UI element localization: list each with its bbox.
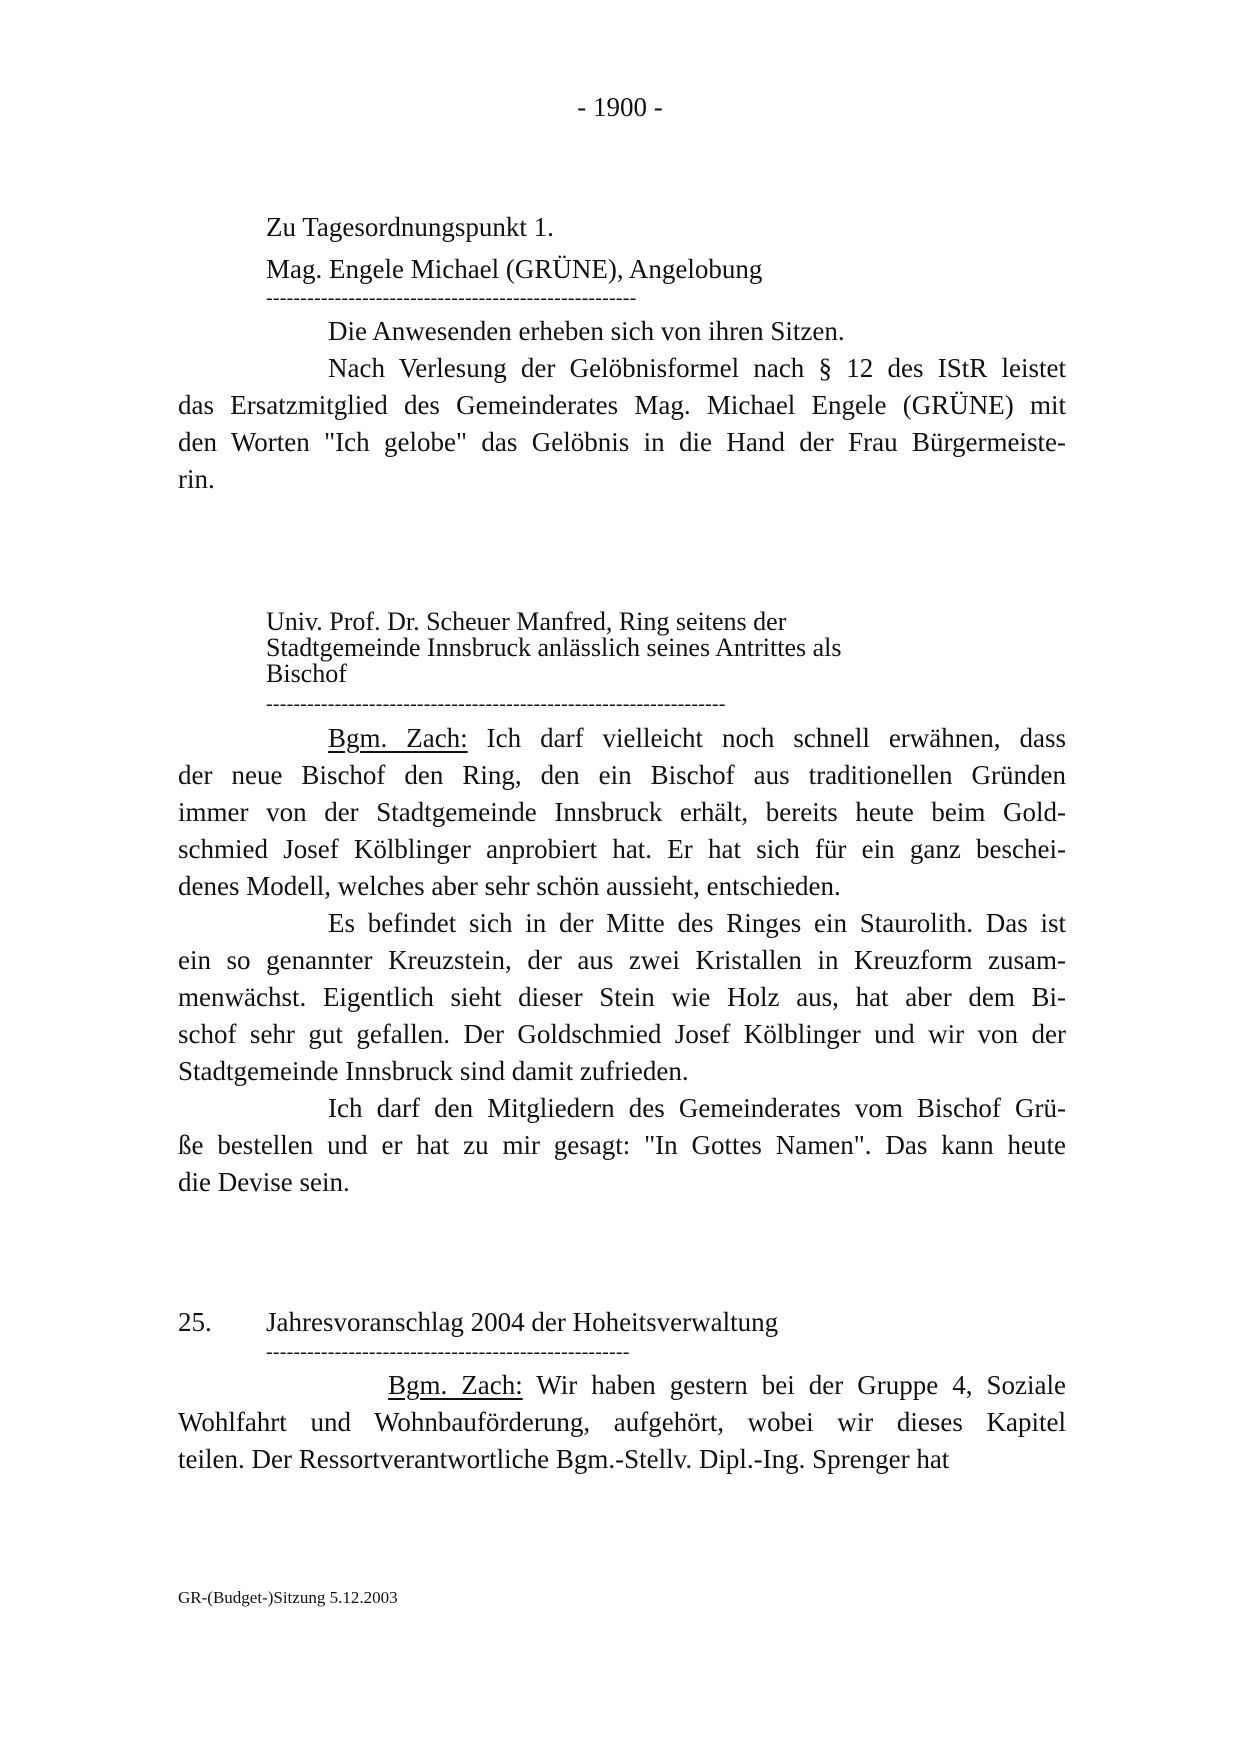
- paragraph-first-line: [178, 1367, 1066, 1404]
- paragraph-line-rest: Ich darf vielleicht noch schnell erwähnen, dass: [467, 723, 1066, 753]
- section2-title-line3: Bischof: [266, 659, 347, 688]
- paragraph-line: denes Modell, welches aber sehr schön aussieht, entschieden.: [178, 871, 841, 901]
- paragraph-line: schmied Josef Kölblinger anprobiert hat. Er hat sich für ein ganz beschei-: [178, 834, 1066, 864]
- paragraph-line: immer von der Stadtgemeinde Innsbruck erhält, bereits heute beim Gold-: [178, 797, 1066, 827]
- paragraph-line-rest: Wir haben gestern bei der Gruppe 4, Soziale: [522, 1370, 1066, 1400]
- paragraph-line: der neue Bischof den Ring, den ein Bischof aus traditionellen Gründen: [178, 760, 1066, 790]
- page-footer: GR-(Budget-)Sitzung 5.12.2003: [178, 1588, 398, 1607]
- section2-paragraph-3: [178, 1090, 1066, 1201]
- paragraph-line: Die Anwesenden erheben sich von ihren Sitzen.: [328, 316, 845, 346]
- paragraph-line: Wohlfahrt und Wohnbauförderung, aufgehört, wobei wir dieses Kapitel: [178, 1407, 1066, 1437]
- section1-paragraph-1: [178, 313, 1066, 350]
- section2-title-line1: Univ. Prof. Dr. Scheuer Manfred, Ring seitens der: [266, 607, 787, 636]
- speaker-label: Bgm. Zach:: [328, 723, 468, 753]
- section2-paragraph-1: [178, 720, 1066, 905]
- section3-paragraph: [178, 1367, 1066, 1478]
- paragraph-line: ße bestellen und er hat zu mir gesagt: "In Gottes Namen". Das kann heute: [178, 1130, 1066, 1160]
- paragraph-line: Ich darf den Mitgliedern des Gemeinderates vom Bischof Grü-: [328, 1093, 1066, 1123]
- paragraph-line: rin.: [178, 464, 215, 494]
- paragraph-line: die Devise sein.: [178, 1167, 350, 1197]
- paragraph-line: Stadtgemeinde Innsbruck sind damit zufrieden.: [178, 1056, 689, 1086]
- section1-paragraph-2: [178, 350, 1066, 498]
- section2-paragraph-2: [178, 905, 1066, 1090]
- speaker-label: Bgm. Zach:: [388, 1370, 523, 1400]
- paragraph-first-line: [178, 720, 1066, 757]
- paragraph-line: Nach Verlesung der Gelöbnisformel nach § 12 des IStR leistet: [328, 353, 1066, 383]
- paragraph-line: schof sehr gut gefallen. Der Goldschmied Josef Kölblinger und wir von der: [178, 1019, 1066, 1049]
- agenda-item-number: 25.: [178, 1307, 212, 1337]
- paragraph-line: den Worten "Ich gelobe" das Gelöbnis in die Hand der Frau Bürgermeiste-: [178, 427, 1066, 457]
- section1-title-line2: Mag. Engele Michael (GRÜNE), Angelobung: [266, 254, 763, 284]
- section3-title: Jahresvoranschlag 2004 der Hoheitsverwaltung: [266, 1307, 779, 1337]
- paragraph-line: Es befindet sich in der Mitte des Ringes ein Staurolith. Das ist: [328, 908, 1066, 938]
- paragraph-line: das Ersatzmitglied des Gemeinderates Mag. Michael Engele (GRÜNE) mit: [178, 390, 1066, 420]
- paragraph-line: ein so genannter Kreuzstein, der aus zwei Kristallen in Kreuzform zusam-: [178, 945, 1066, 975]
- paragraph-line: teilen. Der Ressortverantwortliche Bgm.-Stellv. Dipl.-Ing. Sprenger hat: [178, 1444, 950, 1474]
- section1-dashed-rule: ------------------------------------------------------: [266, 288, 637, 308]
- section1-title-line1: Zu Tagesordnungspunkt 1.: [266, 212, 554, 242]
- section2-dashed-rule: -------------------------------------------------------------------: [266, 694, 726, 714]
- paragraph-line: menwächst. Eigentlich sieht dieser Stein wie Holz aus, hat aber dem Bi-: [178, 982, 1066, 1012]
- page-number: - 1900 -: [577, 92, 663, 122]
- section3-dashed-rule: -----------------------------------------------------: [266, 1342, 630, 1362]
- section2-title-line2: Stadtgemeinde Innsbruck anlässlich seines Antrittes als: [266, 633, 842, 662]
